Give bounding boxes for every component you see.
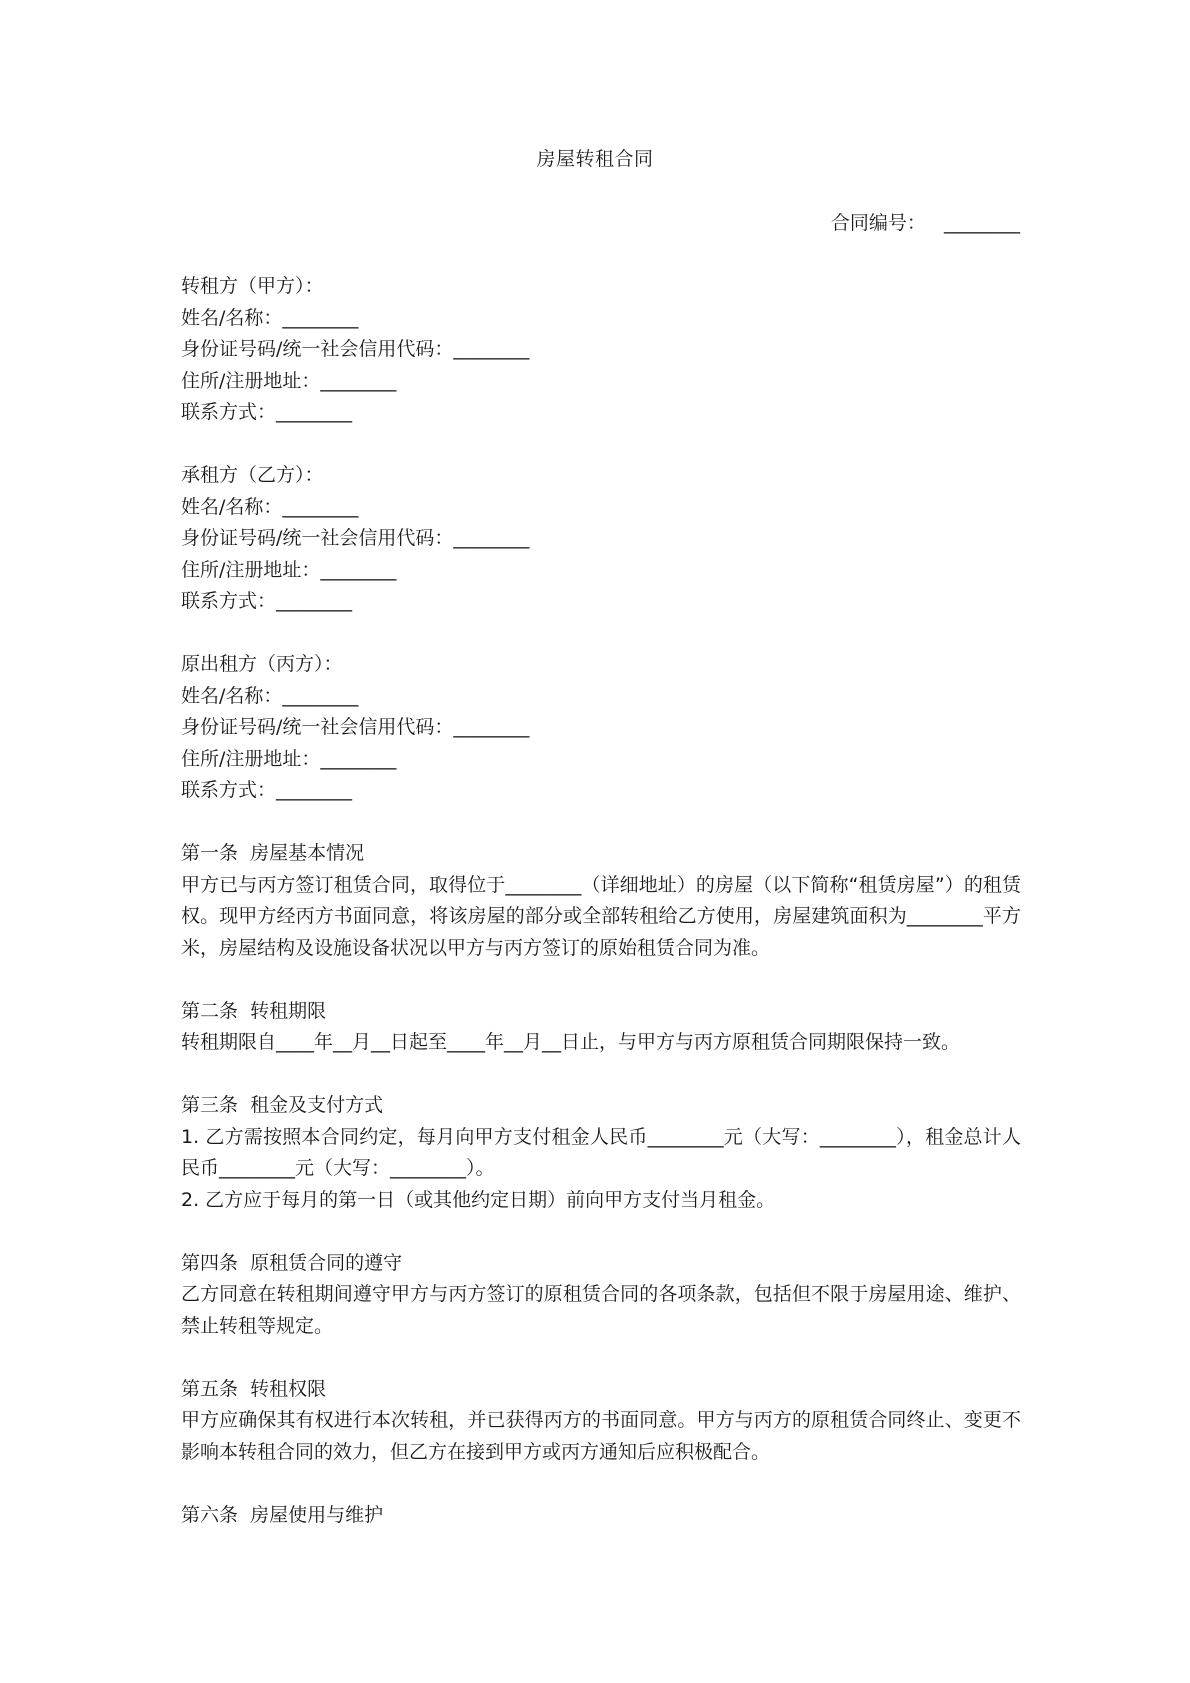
article-3: [181, 1090, 1021, 1216]
article-4: [181, 1248, 1021, 1343]
party-b-header: 承租方（乙方）：: [181, 464, 324, 486]
article-1-heading: 第一条 房屋基本情况: [181, 842, 365, 864]
party-c-contact: 联系方式：________: [181, 779, 353, 801]
article-1-text: 甲方已与丙方签订租赁合同，取得位于________（详细地址）的房屋（以下简称“租赁房屋”）的租赁权。现甲方经丙方书面同意，将该房屋的部分或全部转租给乙方使用，房屋建筑面积为________平方米，房屋结构及设施设备状况以甲方与丙方签订的原始租赁合同为准。: [181, 873, 1021, 959]
document-title: 房屋转租合同: [536, 148, 654, 170]
article-2-heading: 第二条 转租期限: [181, 999, 327, 1022]
document-body: [181, 271, 1021, 1531]
party-a-header: 转租方（甲方）：: [181, 275, 324, 297]
spacer: [181, 807, 1021, 839]
party-c-header: 原出租方（丙方）：: [181, 653, 343, 675]
spacer: [181, 1342, 1021, 1374]
article-3-heading: 第三条 租金及支付方式: [181, 1094, 384, 1116]
party-c-address: 住所/注册地址：________: [181, 747, 397, 770]
party-a-address: 住所/注册地址：________: [181, 369, 397, 392]
party-b-name: 姓名/名称：________: [181, 495, 359, 518]
spacer: [181, 1059, 1021, 1091]
party-b-contact: 联系方式：________: [181, 590, 353, 612]
spacer: [181, 964, 1021, 996]
article-4-heading: 第四条 原租赁合同的遵守: [181, 1251, 403, 1274]
party-b-section: [181, 460, 1021, 618]
spacer: [181, 618, 1021, 650]
article-3-item-1: 1. 乙方需按照本合同约定，每月向甲方支付租金人民币________元（大写：________），租金总计人民币________元（大写：________）。: [181, 1125, 1021, 1179]
article-4-text: 乙方同意在转租期间遵守甲方与丙方签订的原租赁合同的各项条款，包括但不限于房屋用途、维护、禁止转租等规定。: [181, 1283, 1021, 1337]
article-6-heading: 第六条 房屋使用与维护: [181, 1503, 384, 1526]
party-c-section: [181, 649, 1021, 807]
spacer: [181, 1216, 1021, 1248]
contract-number: 合同编号： ________: [830, 212, 1020, 234]
article-5-text: 甲方应确保其有权进行本次转租，并已获得丙方的书面同意。甲方与丙方的原租赁合同终止、变更不影响本转租合同的效力，但乙方在接到甲方或丙方通知后应积极配合。: [181, 1409, 1021, 1463]
spacer: [181, 429, 1021, 461]
article-5: [181, 1374, 1021, 1469]
party-a-section: [181, 271, 1021, 429]
party-a-contact: 联系方式：________: [181, 401, 353, 423]
article-1: [181, 838, 1021, 964]
spacer: [181, 1468, 1021, 1500]
party-b-id: 身份证号码/统一社会信用代码：________: [181, 527, 530, 549]
party-c-name: 姓名/名称：________: [181, 684, 359, 707]
article-2-text: 转租期限自____年__月__日起至____年__月__日止，与甲方与丙方原租赁合同期限保持一致。: [181, 1031, 961, 1053]
party-a-name: 姓名/名称：________: [181, 306, 359, 329]
party-a-id: 身份证号码/统一社会信用代码：________: [181, 338, 530, 360]
article-5-heading: 第五条 转租权限: [181, 1377, 327, 1400]
article-6: [181, 1500, 1021, 1532]
party-c-id: 身份证号码/统一社会信用代码：________: [181, 716, 530, 738]
party-b-address: 住所/注册地址：________: [181, 558, 397, 581]
article-2: [181, 996, 1021, 1059]
article-3-item-2: 2. 乙方应于每月的第一日（或其他约定日期）前向甲方支付当月租金。: [181, 1188, 776, 1211]
